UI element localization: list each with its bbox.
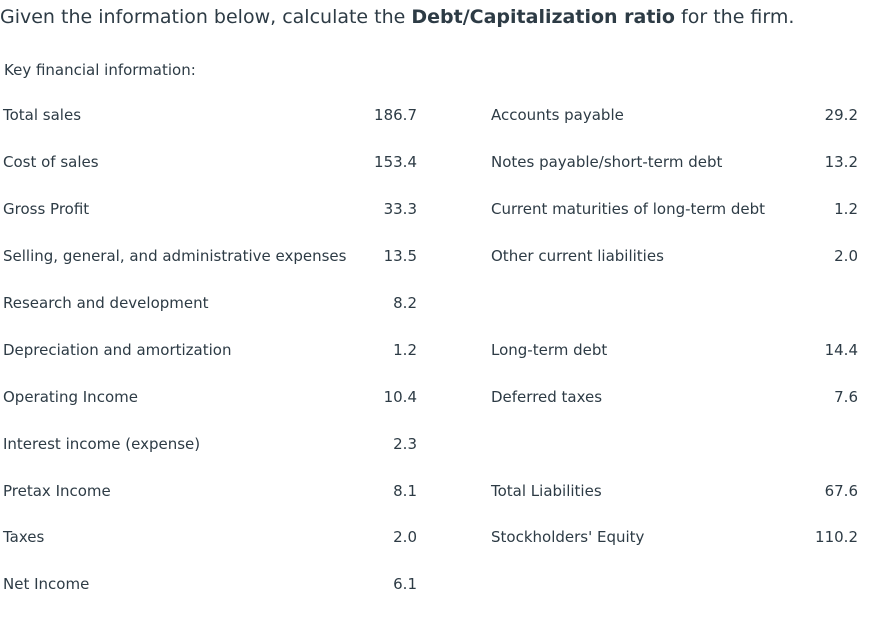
table-row bbox=[0, 373, 868, 420]
income-item-label: Gross Profit bbox=[3, 200, 90, 219]
balance-item-label: Accounts payable bbox=[491, 106, 624, 125]
income-item-value: 2.0 bbox=[393, 528, 417, 547]
table-row bbox=[0, 561, 868, 608]
balance-item-label: Current maturities of long-term debt bbox=[491, 200, 766, 219]
balance-item-value bbox=[791, 561, 868, 608]
table-row bbox=[0, 280, 868, 327]
income-item-label: Cost of sales bbox=[3, 153, 99, 172]
question-suffix: for the firm. bbox=[675, 6, 795, 28]
table-row bbox=[0, 186, 868, 233]
income-item-value: 13.5 bbox=[383, 247, 417, 266]
balance-item-label bbox=[491, 420, 791, 467]
income-item-label: Net Income bbox=[3, 575, 90, 594]
balance-item-label: Other current liabilities bbox=[491, 247, 664, 266]
key-info-label: Key financial information: bbox=[4, 61, 196, 79]
question-emphasis: Debt/Capitalization ratio bbox=[411, 6, 675, 28]
table-row bbox=[0, 139, 868, 186]
income-item-value: 153.4 bbox=[374, 153, 417, 172]
income-item-value: 2.3 bbox=[393, 434, 417, 453]
table-row bbox=[0, 420, 868, 467]
balance-item-label: Notes payable/short-term debt bbox=[491, 153, 723, 172]
financial-table bbox=[0, 92, 868, 608]
income-item-label: Research and development bbox=[3, 294, 209, 312]
balance-item-label: Long-term debt bbox=[491, 340, 608, 359]
income-item-label: Pretax Income bbox=[3, 481, 111, 500]
income-item-value: 186.7 bbox=[374, 106, 417, 125]
balance-item-value bbox=[791, 280, 868, 327]
balance-item-value: 1.2 bbox=[834, 200, 858, 219]
table-row bbox=[0, 233, 868, 280]
balance-item-label bbox=[491, 561, 791, 608]
income-item-label: Total sales bbox=[3, 106, 82, 125]
income-item-value: 6.1 bbox=[393, 575, 417, 594]
income-item-label: Operating Income bbox=[3, 387, 138, 406]
income-item-value: 10.4 bbox=[383, 387, 417, 406]
income-item-value: 8.2 bbox=[393, 294, 417, 312]
balance-item-value: 13.2 bbox=[824, 153, 858, 172]
balance-item-label: Deferred taxes bbox=[491, 387, 603, 406]
table-row bbox=[0, 326, 868, 373]
balance-item-value: 110.2 bbox=[815, 528, 858, 547]
income-item-label: Taxes bbox=[3, 528, 45, 547]
balance-item-value: 7.6 bbox=[834, 387, 858, 406]
table-row bbox=[0, 467, 868, 514]
balance-item-label: Total Liabilities bbox=[491, 481, 602, 500]
income-item-label: Selling, general, and administrative expenses bbox=[3, 247, 347, 266]
income-item-value: 8.1 bbox=[393, 481, 417, 500]
balance-item-value bbox=[791, 420, 868, 467]
balance-item-label bbox=[491, 280, 791, 327]
income-item-value: 1.2 bbox=[393, 340, 417, 359]
income-item-label: Interest income (expense) bbox=[3, 434, 201, 453]
question-prefix: Given the information below, calculate the bbox=[0, 6, 412, 28]
balance-item-value: 67.6 bbox=[824, 481, 858, 500]
balance-item-value: 2.0 bbox=[834, 247, 858, 266]
table-row bbox=[0, 92, 868, 139]
balance-item-label: Stockholders' Equity bbox=[491, 528, 645, 547]
income-item-value: 33.3 bbox=[383, 200, 417, 219]
question-text bbox=[0, 4, 794, 30]
financial-table-body bbox=[0, 92, 868, 608]
income-item-label: Depreciation and amortization bbox=[3, 340, 232, 359]
balance-item-value: 14.4 bbox=[824, 340, 858, 359]
balance-item-value: 29.2 bbox=[824, 106, 858, 125]
table-row bbox=[0, 514, 868, 561]
